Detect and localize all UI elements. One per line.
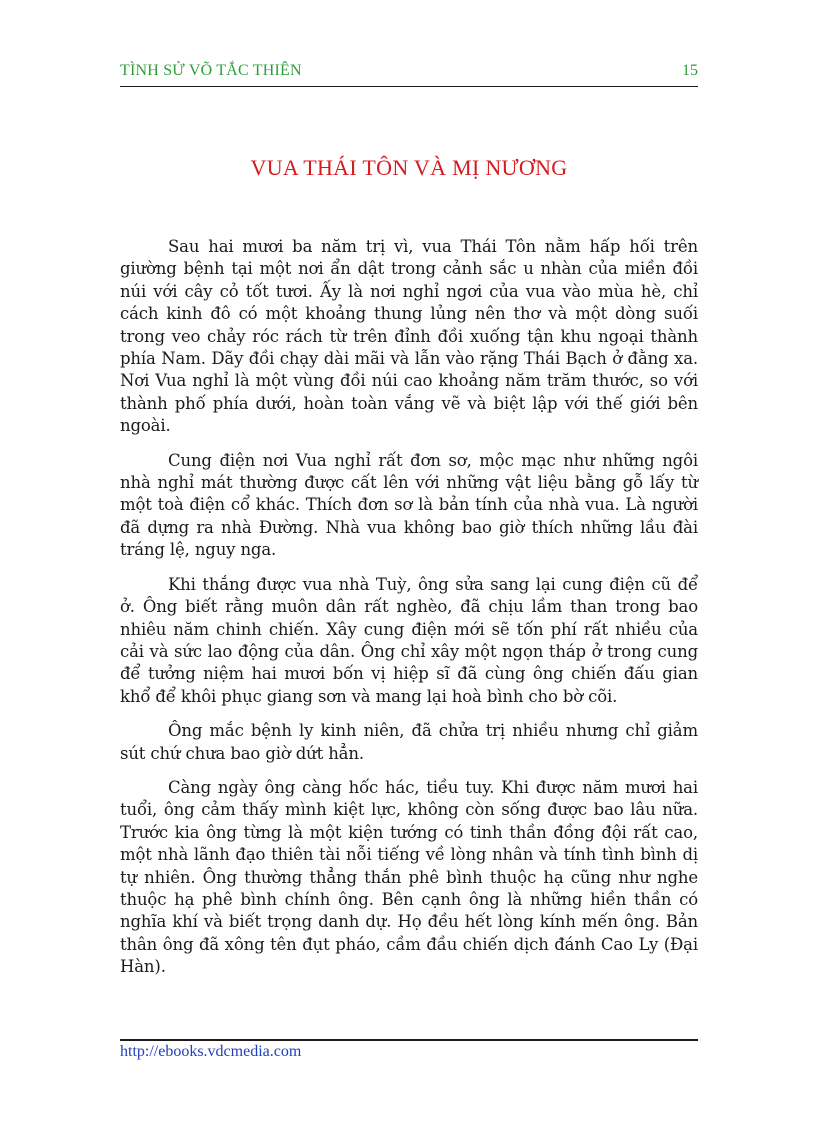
book-title: TÌNH SỬ VÕ TẮC THIÊN xyxy=(120,62,302,79)
footer-divider xyxy=(120,1039,698,1041)
chapter-title: VUA THÁI TÔN VÀ MỊ NƯƠNG xyxy=(250,155,568,180)
body-text xyxy=(120,236,698,991)
paragraph: Sau hai mươi ba năm trị vì, vua Thái Tôn nằm hấp hối trên giường bệnh tại một nơi ẩn dật trong cảnh sắc u nhàn của miền đồi núi với cây cỏ tốt tươi. Ấy là nơi nghỉ ngơi của vua vào mùa hè, chỉ cách kinh đô có một khoảng thung lủng nên thơ và một dòng suối trong veo chảy róc rách từ trên đỉnh đồi xuống tận khu ngoại thành phía Nam. Dãy đồi chạy dài mãi và lẫn vào rặng Thái Bạch ở đằng xa. Nơi Vua nghỉ là một vùng đồi núi cao khoảng năm trăm thước, so với thành phố phía dưới, hoàn toàn vắng vẽ và biệt lập với thế giới bên ngoài. xyxy=(120,237,698,436)
page-number: 15 xyxy=(682,62,698,79)
paragraph: Ông mắc bệnh ly kinh niên, đã chửa trị nhiều nhưng chỉ giảm sút chứ chưa bao giờ dứt hẳn. xyxy=(120,721,698,763)
footer-link[interactable]: http://ebooks.vdcmedia.com xyxy=(120,1043,302,1060)
paragraph: Cung điện nơi Vua nghỉ rất đơn sơ, mộc mạc như những ngôi nhà nghỉ mát thường được cất lên với những vật liệu bằng gỗ lấy từ một toà điện cổ khác. Thích đơn sơ là bản tính của nhà vua. Là người đã dựng ra nhà Đường. Nhà vua không bao giờ thích những lầu đài tráng lệ, nguy nga. xyxy=(120,450,698,560)
running-header xyxy=(120,62,698,84)
paragraph: Càng ngày ông càng hốc hác, tiều tuy. Khi được năm mươi hai tuổi, ông cảm thấy mình kiệt lực, không còn sống được bao lâu nữa. Trước kia ông từng là một kiện tướng có tinh thần đồng đội rất cao, một nhà lãnh đạo thiên tài nỗi tiếng về lòng nhân và tính tình bình dị tự nhiên. Ông thường thẳng thắn phê bình thuộc hạ cũng như nghe thuộc hạ phê bình chính ông. Bên cạnh ông là những hiền thần có nghĩa khí và biết trọng danh dự. Họ đều hết lòng kính mến ông. Bản thân ông đã xông tên đụt pháo, cầm đầu chiến dịch đánh Cao Ly (Đại Hàn). xyxy=(120,777,698,977)
paragraph: Khi thắng được vua nhà Tuỳ, ông sửa sang lại cung điện cũ để ở. Ông biết rằng muôn dân rất nghèo, đã chịu lầm than trong bao nhiêu năm chinh chiến. Xây cung điện mới sẽ tốn phí rất nhiều của cải và sức lao động của dân. Ông chỉ xây một ngọn tháp ở trong cung để tưởng niệm hai mươi bốn vị hiệp sĩ đã cùng ông chiến đấu gian khổ để khôi phục giang sơn và mang lại hoà bình cho bờ cõi. xyxy=(120,574,698,706)
header-divider xyxy=(120,86,698,87)
